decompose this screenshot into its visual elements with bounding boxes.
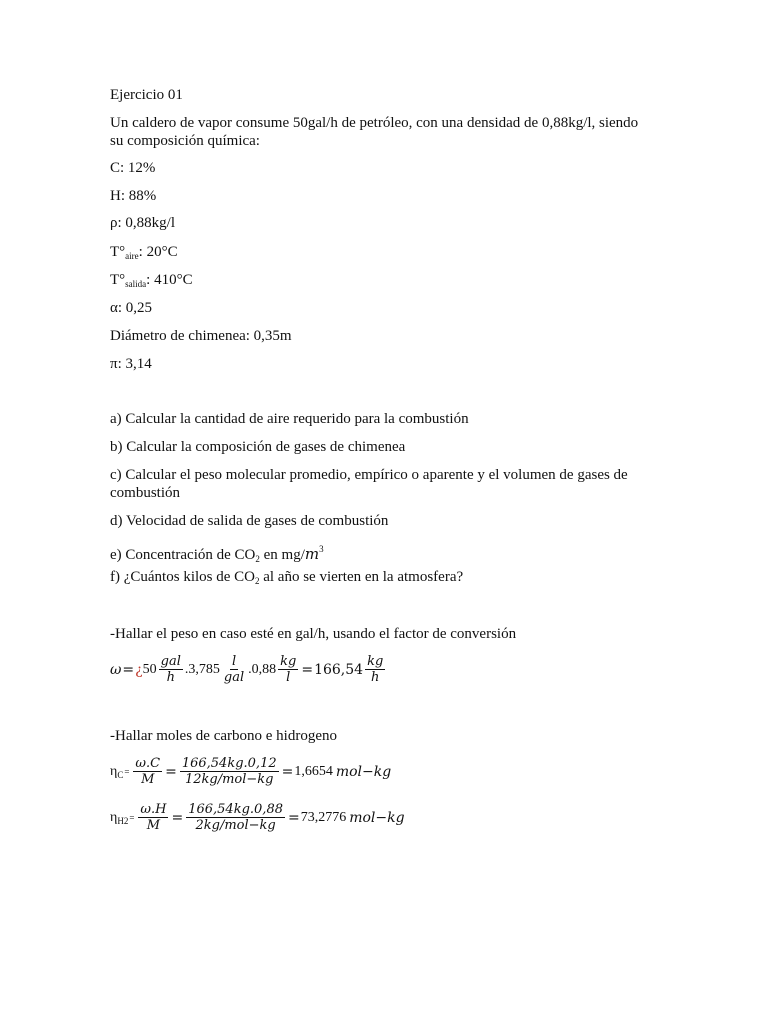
temp-salida-prefix: T° xyxy=(110,272,126,288)
statement-line-2: su composición química: xyxy=(110,133,260,149)
fraction-denominator: h xyxy=(370,670,380,685)
fraction-denominator: h xyxy=(166,670,175,685)
fraction-carbon-calc xyxy=(180,756,279,787)
hydrogen-moles-equation xyxy=(110,802,405,833)
question-f xyxy=(110,569,463,590)
data-alpha: α: 0,25 xyxy=(110,300,153,316)
temp-salida-value: : 410°C xyxy=(146,272,193,288)
equals-sign: = xyxy=(165,763,177,780)
fraction-denominator: M xyxy=(146,818,161,833)
omega-symbol: ω xyxy=(110,661,122,678)
temp-aire-value: : 20°C xyxy=(138,244,178,260)
eta-symbol: η xyxy=(110,809,118,825)
question-f-suffix: al año se vierten en la atmosfera? xyxy=(259,569,464,585)
fraction-numerator: 166,54kg.0,12 xyxy=(181,756,277,771)
fraction-numerator: ω.H xyxy=(140,802,167,817)
data-pi: π: 3,14 xyxy=(110,356,152,372)
fraction-hydrogen-calc xyxy=(186,802,285,833)
temp-aire-subscript: aire xyxy=(125,251,139,261)
question-d: d) Velocidad de salida de gases de combustión xyxy=(110,513,389,529)
hydrogen-moles-result: 73,2776 xyxy=(300,809,347,825)
eta-h2-subscript: H2 xyxy=(117,815,129,826)
temp-aire-prefix: T° xyxy=(110,244,126,260)
exercise-heading: Ejercicio 01 xyxy=(110,87,183,103)
fraction-denominator: gal xyxy=(223,670,245,685)
inverted-question-mark: ¿ xyxy=(135,661,143,678)
eta-symbol: η xyxy=(110,763,118,779)
equals-sign: = xyxy=(287,809,300,826)
question-e-prefix: e) Concentración de CO xyxy=(110,547,256,563)
fraction-numerator: gal xyxy=(160,654,181,669)
weight-equation xyxy=(110,654,387,685)
fraction-omega-h-over-m xyxy=(138,802,168,833)
eta-c-subscript: C xyxy=(117,769,124,780)
carbon-moles-equation xyxy=(110,756,391,787)
value-3785: .3,785 xyxy=(184,661,220,677)
fraction-numerator: 166,54kg.0,88 xyxy=(188,802,283,817)
eta-h2-equals: = xyxy=(129,812,135,823)
equals-sign: = xyxy=(122,661,135,678)
data-temp-aire xyxy=(110,244,178,265)
data-diameter: Diámetro de chimenea: 0,35m xyxy=(110,328,292,344)
question-a: a) Calcular la cantidad de aire requerido para la combustión xyxy=(110,411,469,427)
question-f-subscript: 2 xyxy=(254,576,260,586)
fraction-denominator: 2kg/mol−kg xyxy=(195,818,276,833)
hydrogen-moles-unit: mol−kg xyxy=(349,809,405,826)
data-hydrogen: H: 88% xyxy=(110,188,157,204)
question-b: b) Calcular la composición de gases de chimenea xyxy=(110,439,406,455)
data-carbon: C: 12% xyxy=(110,160,156,176)
fraction-numerator: l xyxy=(231,654,237,669)
carbon-moles-result: 1,6654 xyxy=(294,763,333,779)
eta-c-equals: = xyxy=(124,766,130,777)
carbon-moles-unit: mol−kg xyxy=(335,763,392,780)
fraction-denominator: M xyxy=(141,772,155,787)
question-c-line-2: combustión xyxy=(110,485,180,501)
fraction-kg-per-l xyxy=(278,654,298,685)
fraction-kg-per-h xyxy=(365,654,385,685)
equals-sign: = xyxy=(301,661,314,678)
fraction-numerator: kg xyxy=(367,654,384,669)
question-e-mid: en mg/ xyxy=(259,547,305,563)
weight-section-title: -Hallar el peso en caso esté en gal/h, usando el factor de conversión xyxy=(110,626,517,642)
temp-salida-subscript: salida xyxy=(125,279,147,289)
data-temp-salida xyxy=(110,272,193,293)
question-e-unit: m xyxy=(304,545,320,563)
question-c-line-1: c) Calcular el peso molecular promedio, empírico o aparente y el volumen de gases de xyxy=(110,467,628,483)
equals-sign: = xyxy=(171,809,184,826)
question-e-subscript: 2 xyxy=(255,554,260,564)
fraction-omega-c-over-m xyxy=(133,756,162,787)
fraction-denominator: l xyxy=(286,670,291,685)
equals-sign: = xyxy=(281,763,294,780)
value-088: .0,88 xyxy=(248,661,277,677)
statement-line-1: Un caldero de vapor consume 50gal/h de petróleo, con una densidad de 0,88kg/l, siendo xyxy=(110,115,639,131)
fraction-numerator: ω.C xyxy=(135,756,161,771)
eta-c xyxy=(110,764,131,780)
eta-h2 xyxy=(110,810,136,826)
fraction-denominator: 12kg/mol−kg xyxy=(184,772,274,787)
moles-section-title: -Hallar moles de carbono e hidrogeno xyxy=(110,728,337,744)
question-f-prefix: f) ¿Cuántos kilos de CO xyxy=(110,569,255,585)
question-e xyxy=(110,541,324,568)
value-50: 50 xyxy=(142,661,157,677)
question-e-superscript: 3 xyxy=(319,544,324,554)
fraction-gal-per-h xyxy=(159,654,183,685)
fraction-numerator: kg xyxy=(280,654,297,669)
fraction-l-per-gal xyxy=(222,654,246,685)
weight-result: 166,54 xyxy=(314,661,364,678)
data-density: ρ: 0,88kg/l xyxy=(110,215,175,231)
